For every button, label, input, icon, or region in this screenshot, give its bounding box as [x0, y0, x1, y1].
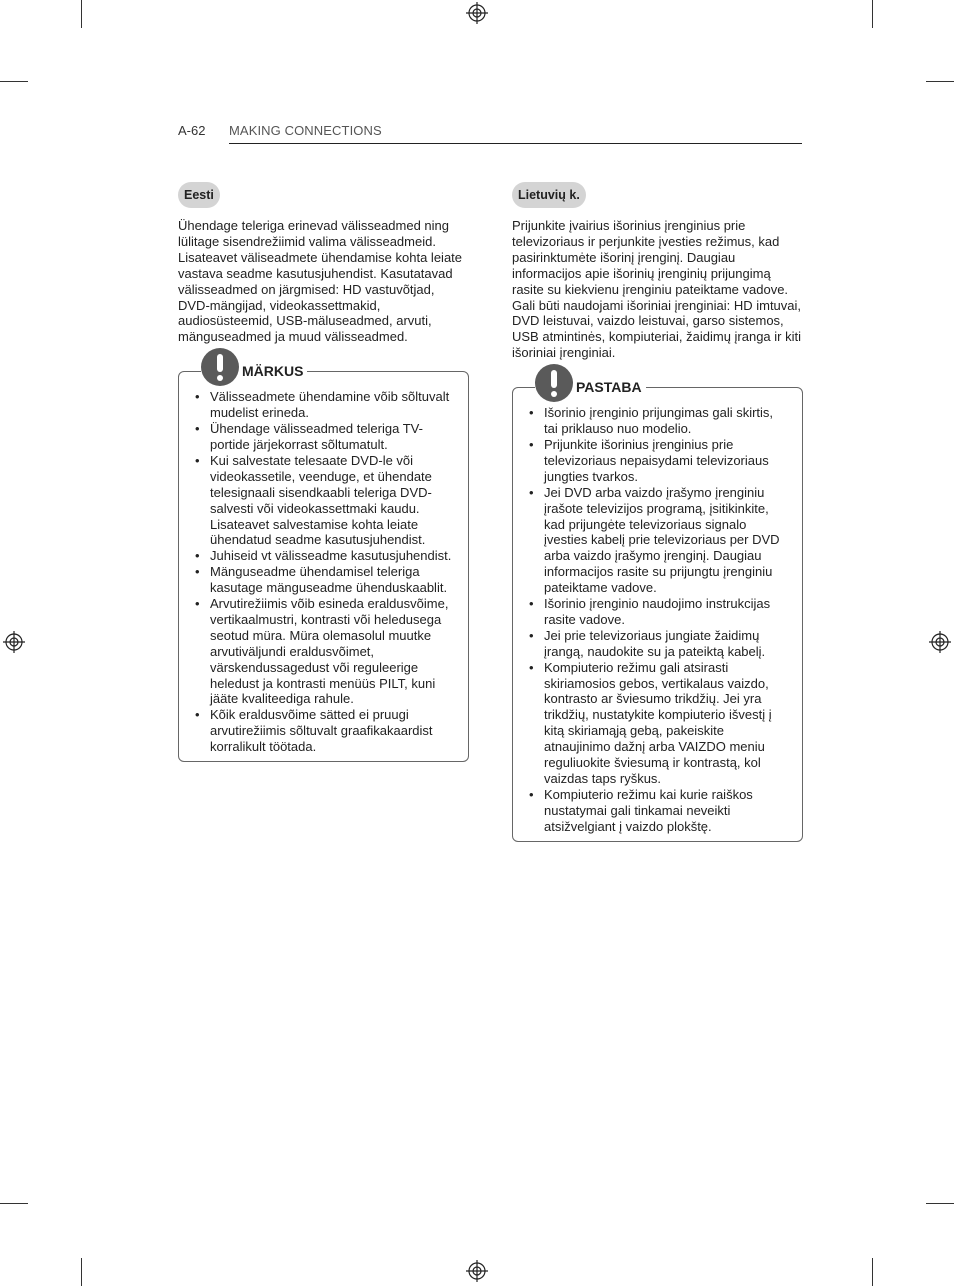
- registration-mark-icon: [466, 2, 488, 24]
- header-divider: [229, 143, 802, 144]
- note-item: • Išorinio įrenginio prijungimas gali skirtis, tai priklauso nuo modelio.: [527, 405, 790, 437]
- page-header: [178, 122, 802, 146]
- crop-mark: [926, 1203, 954, 1204]
- language-badge-estonian: Eesti: [178, 182, 220, 208]
- note-title: MÄRKUS: [242, 363, 304, 380]
- crop-mark: [81, 1258, 82, 1286]
- crop-mark: [0, 1203, 28, 1204]
- estonian-column: [178, 182, 469, 762]
- registration-mark-icon: [929, 631, 951, 653]
- note-item: • Kõik eraldusvõime sätted ei pruugi arvutirežiimis sõltuvalt graafikakaardist korralikult töötada.: [193, 707, 456, 755]
- note-title: PASTABA: [576, 379, 642, 396]
- note-item: • Välisseadmete ühendamine võib sõltuvalt mudelist erineda.: [193, 389, 456, 421]
- note-box-estonian: [178, 363, 469, 762]
- note-box-lithuanian: [512, 379, 803, 841]
- crop-mark: [81, 0, 82, 28]
- note-header: [201, 348, 307, 386]
- page-number: A-62: [178, 123, 206, 138]
- crop-mark: [872, 1258, 873, 1286]
- intro-text-estonian: Ühendage teleriga erinevad välisseadmed ning lülitage sisendrežiimid valima välisseadmeid. Lisateavet väliseadmete ühendamise kohta leiate vastava seadme kasutusjuhendist. Kasutatavad välisseadmed on järgmised: HD vastuvõtjad, DVD-mängijad, videokassettmakid, audiosüsteemid, USB-mäluseadmed, arvuti, mänguseadmed ja muud välisseadmed.: [178, 218, 463, 345]
- crop-mark: [872, 0, 873, 28]
- note-item: • Prijunkite išorinius įrenginius prie televizoriaus nepaisydami televizoriaus jungties tvarkos.: [527, 437, 790, 485]
- note-item: • Jei prie televizoriaus jungiate žaidimų įrangą, naudokite su ja pateiktą kabelį.: [527, 628, 790, 660]
- registration-mark-icon: [3, 631, 25, 653]
- note-item: • Mänguseadme ühendamisel teleriga kasutage mänguseadme ühenduskaablit.: [193, 564, 456, 596]
- note-header: [535, 364, 646, 402]
- note-item: • Juhiseid vt välisseadme kasutusjuhendist.: [193, 548, 456, 564]
- exclamation-icon: [201, 348, 239, 386]
- note-list-estonian: [193, 389, 456, 755]
- note-list-lithuanian: [527, 405, 790, 834]
- registration-mark-icon: [466, 1260, 488, 1282]
- note-item: • Ühendage välisseadmed teleriga TV-portide järjekorrast sõltumatult.: [193, 421, 456, 453]
- intro-text-lithuanian: Prijunkite įvairius išorinius įrenginius prie televizoriaus ir perjunkite įvesties režimus, kad pasirinktumėte išorinį įrenginį. Daugiau informacijos apie išorinių įrenginių prijungimą rasite su kiekvienu įrenginiu pateiktame vadove. Gali būti naudojami išoriniai įrenginiai: HD imtuvai, DVD leistuvai, vaizdo leistuvai, garso sistemos, USB atmintinės, kompiuteriai, žaidimų įranga ir kiti išoriniai įrenginiai.: [512, 218, 802, 361]
- note-item: • Kompiuterio režimu kai kurie raiškos nustatymai gali tinkamai neveikti atsižvelgiant į vaizdo plokštę.: [527, 787, 790, 835]
- note-item: • Kompiuterio režimu gali atsirasti skiriamosios gebos, vertikalaus vaizdo, kontrasto ar šviesumo trikdžių. Jei yra trikdžių, nustatykite kompiuterio išvestį į kitą skiriamąją gebą, pakeiskite atnaujinimo dažnį arba VAIZDO meniu reguliuokite šviesumą ir kontrastą, kol vaizdas taps ryškus.: [527, 660, 790, 787]
- note-item: • Kui salvestate telesaate DVD-le või videokassetile, veenduge, et ühendate telesignaali sisendkaabli teleriga DVD-salvesti või videokassettmaki kaudu. Lisateavet salvestamise kohta leiate ühendatud seadme kasutusjuhendist.: [193, 453, 456, 548]
- language-badge-lithuanian: Lietuvių k.: [512, 182, 586, 208]
- note-item: • Arvutirežiimis võib esineda eraldusvõime, vertikaalmustri, kontrasti või heledusega seotud müra. Müra olemasolul muutke arvutiväljundi eraldusvõimet, värskendussagedust või reguleerige heledust ja kontrasti menüüs PILT, kuni jääte kvaliteediga rahule.: [193, 596, 456, 707]
- section-title: MAKING CONNECTIONS: [229, 123, 382, 138]
- crop-mark: [926, 81, 954, 82]
- note-item: • Jei DVD arba vaizdo įrašymo įrenginiu įrašote televizijos programą, įsitikinkite, kad prijungėte televizoriaus signalo įvesties kabelį prie televizoriaus per DVD arba vaizdo įrašymo įrenginį. Daugiau informacijos rasite su prijungtu įrenginiu pateiktame vadove.: [527, 485, 790, 596]
- exclamation-icon: [535, 364, 573, 402]
- lithuanian-column: [512, 182, 803, 842]
- crop-mark: [0, 81, 28, 82]
- note-item: • Išorinio įrenginio naudojimo instrukcijas rasite vadove.: [527, 596, 790, 628]
